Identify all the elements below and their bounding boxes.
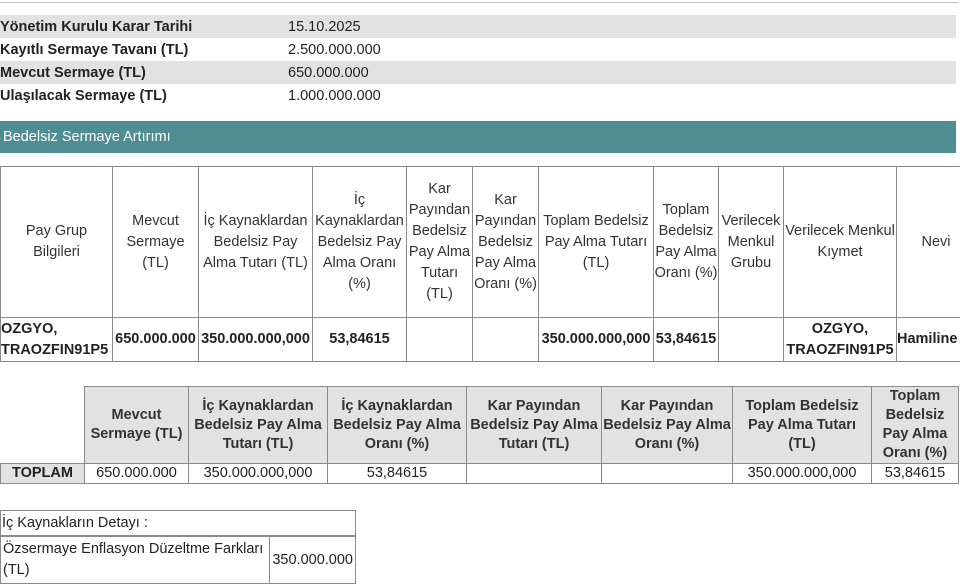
info-label: Mevcut Sermaye (TL) [0,61,288,84]
section-title-banner: Bedelsiz Sermaye Artırımı [0,121,956,153]
corner-cell [1,387,85,464]
toplam-oran-cell: 53,84615 [654,318,719,362]
info-value: 15.10.2025 [288,15,956,38]
capital-info-table [0,15,956,107]
info-row [0,38,956,61]
column-header: İç Kaynaklardan Bedelsiz Pay Alma Oranı (%) [328,387,467,464]
column-header: Mevcut Sermaye (TL) [113,167,199,318]
column-header: Kar Payından Bedelsiz Pay Alma Oranı (%) [602,387,733,464]
column-header: Verilecek Menkul Kıymet [784,167,897,318]
menkul-grubu-cell [719,318,784,362]
column-header: Toplam Bedelsiz Pay Alma Oranı (%) [654,167,719,318]
table-row [1,318,960,362]
column-header: Kar Payından Bedelsiz Pay Alma Tutarı (TL) [467,387,602,464]
info-value: 1.000.000.000 [288,87,381,104]
table-row [1,537,356,584]
column-header: Verilecek Menkul Grubu [719,167,784,318]
column-header: Mevcut Sermaye (TL) [85,387,189,464]
total-cell: 53,84615 [872,464,959,484]
bonus-share-group-table [0,166,960,362]
column-header: Pay Grup Bilgileri [1,167,113,318]
info-value: 650.000.000 [288,61,956,84]
ic-kaynak-oran-cell: 53,84615 [313,318,407,362]
column-header: Toplam Bedelsiz Pay Alma Tutarı (TL) [539,167,654,318]
total-cell: 53,84615 [328,464,467,484]
total-cell: 350.000.000,000 [733,464,872,484]
info-label: Kayıtlı Sermaye Tavanı (TL) [0,41,189,58]
kar-payi-tutar-cell [407,318,473,362]
column-header: İç Kaynaklardan Bedelsiz Pay Alma Oranı (%) [313,167,407,318]
total-cell: 350.000.000,000 [189,464,328,484]
total-cell [467,464,602,484]
ic-kaynak-tutar-cell: 350.000.000,000 [199,318,313,362]
column-header: Kar Payından Bedelsiz Pay Alma Oranı (%) [473,167,539,318]
top-divider [0,2,958,3]
info-value: 2.500.000.000 [288,41,381,58]
detail-label: Özsermaye Enflasyon Düzeltme Farkları (TL) [1,537,270,584]
info-label: Yönetim Kurulu Karar Tarihi [0,15,288,38]
toplam-tutar-cell: 350.000.000,000 [539,318,654,362]
table-header-row [1,167,960,318]
nevi-cell: Hamiline [897,318,960,362]
menkul-kiymet-cell: OZGYO, TRAOZFIN91P5 [784,318,897,362]
info-row [0,84,956,107]
table-row [1,464,959,484]
column-header: Kar Payından Bedelsiz Pay Alma Tutarı (TL) [407,167,473,318]
internal-sources-title: İç Kaynakların Detayı : [0,510,356,536]
column-header: Nevi [897,167,960,318]
internal-sources-detail-table [0,536,356,584]
column-header: Toplam Bedelsiz Pay Alma Tutarı (TL) [733,387,872,464]
kar-payi-oran-cell [473,318,539,362]
total-label: TOPLAM [1,464,85,484]
bonus-totals-table [0,386,959,484]
pay-grup-cell: OZGYO, TRAOZFIN91P5 [1,318,113,362]
detail-value: 350.000.000 [270,537,356,584]
mevcut-sermaye-cell: 650.000.000 [113,318,199,362]
column-header: İç Kaynaklardan Bedelsiz Pay Alma Tutarı (TL) [199,167,313,318]
column-header: İç Kaynaklardan Bedelsiz Pay Alma Tutarı (TL) [189,387,328,464]
table-header-row [1,387,959,464]
info-label: Ulaşılacak Sermaye (TL) [0,87,167,104]
total-cell: 650.000.000 [85,464,189,484]
column-header: Toplam Bedelsiz Pay Alma Oranı (%) [872,387,959,464]
info-row [0,15,956,38]
info-row [0,61,956,84]
total-cell [602,464,733,484]
